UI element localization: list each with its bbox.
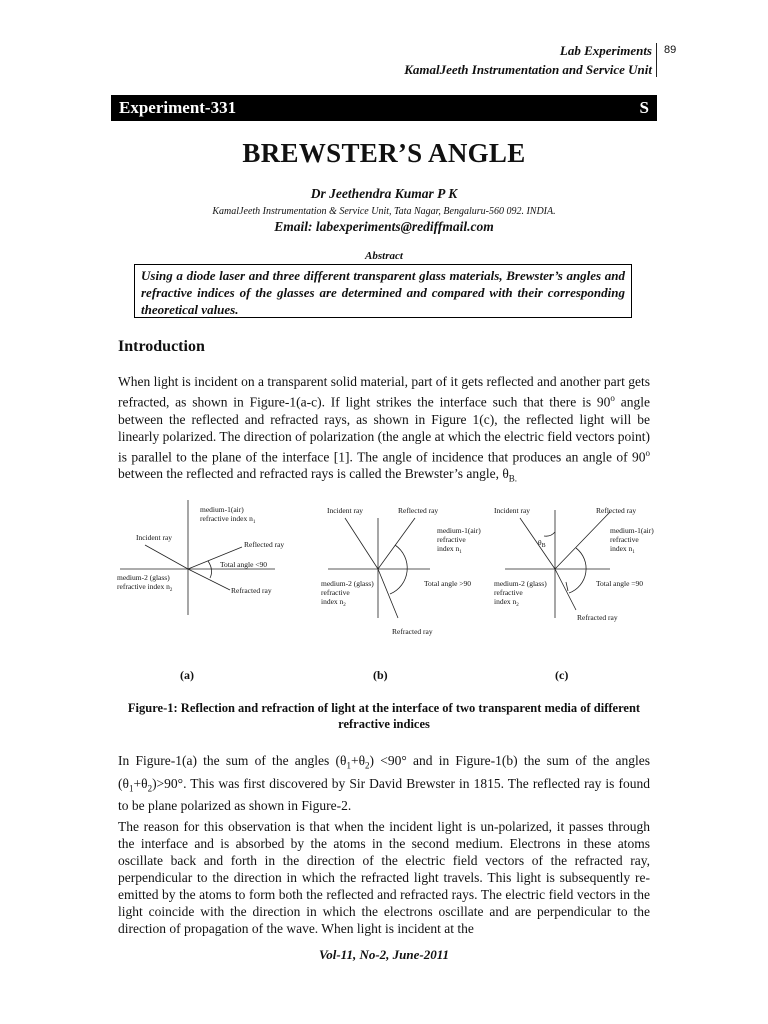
running-header — [404, 41, 652, 79]
paragraph-3: The reason for this observation is that when the incident light is un-polarized, it passes through the interface and is absorbed by the atoms in the second medium. Electrons in these atoms oscillate back and forth in the direction of the electric field vectors of the refracted ray, perpendicular to the direction in which the refracted light travels. This light is subsequently re-emitted by the atoms to form both the reflected and refracted rays. The electric field vectors in the light coincide with the direction in which the electrons oscillate and are perpendicular to the direction of propagation of the wave. When light is incident at the — [118, 819, 650, 936]
header-line-1: Lab Experiments — [559, 43, 652, 58]
fig-a-medium1-index: refractive index $n_1$ — [200, 514, 256, 525]
fig-a-refracted-label: Refracted ray — [231, 586, 272, 595]
fig-c-refracted-label: Refracted ray — [577, 613, 618, 622]
paragraph-1: When light is incident on a transparent solid material, part of it gets reflected and another part gets refracted, as shown in Figure-1(a-c). If light strikes the interface such that there is 90$^o$ angle between the reflected and refracted rays, as shown in Figure 1(c), the reflected light will be linearly polarized. The direction of polarization (the angle at which the electric field vectors point) is parallel to the plane of the interface [1]. The angle of incidence that produces an angle of 90$^o$ between the reflected and refracted rays is called the Brewster’s angle, $\theta_{B.}$ — [118, 374, 650, 484]
experiment-label: Experiment-331 — [119, 98, 237, 117]
fig-a-angle-arc — [208, 561, 212, 578]
section-heading-introduction: Introduction — [118, 338, 205, 355]
fig-b-reflected-label: Reflected ray — [398, 506, 439, 515]
fig-c-medium2-label: medium-2 (glass) — [494, 579, 547, 588]
fig-b-medium2-label-2: refractive — [321, 588, 350, 597]
fig-a-medium2-index: refractive index $n_2$ — [117, 582, 173, 593]
figure-label-b: (b) — [373, 668, 388, 682]
fig-b-medium2-index: index $n_2$ — [321, 597, 346, 608]
fig-b-incident-label: Incident ray — [327, 506, 364, 515]
header-divider — [656, 43, 657, 77]
header-line-2: KamalJeeth Instrumentation and Service Unit — [404, 62, 652, 77]
fig-b-incident-ray — [345, 518, 378, 569]
footer: Vol-11, No-2, June-2011 — [318, 947, 449, 962]
fig-b-medium1-index: index $n_1$ — [437, 544, 462, 555]
fig-c-medium1-index: index $n_1$ — [610, 544, 635, 555]
fig-b-refracted-ray — [378, 569, 398, 618]
fig-a-reflected-label: Reflected ray — [244, 540, 285, 549]
fig-b-refracted-label: Refracted ray — [392, 627, 433, 636]
fig-c-theta-arc — [544, 532, 555, 536]
fig-b-medium2-label: medium-2 (glass) — [321, 579, 374, 588]
experiment-code: S — [639, 98, 649, 117]
fig-a-incident-ray — [145, 545, 188, 569]
experiment-banner — [111, 95, 657, 121]
fig-c-total-angle-label: Total angle =90 — [596, 579, 644, 588]
fig-b-angle-arc — [390, 545, 407, 594]
fig-c-medium1-label: medium-1(air) — [610, 526, 654, 535]
page-title: BREWSTER’S ANGLE — [242, 138, 526, 168]
fig-c-refracted-ray — [555, 569, 576, 610]
fig-c-incident-label: Incident ray — [494, 506, 531, 515]
paragraph-2: In Figure-1(a) the sum of the angles $(\theta_1+\theta_2) <90^\circ$ and in Figure-1(b) the sum of the angles $(\theta_1+\theta_2)>90^\circ$. This was first discovered by Sir David Brewster in 1815. The reflected ray is found to be plane polarized as shown in Figure-2. — [118, 753, 650, 814]
fig-c-medium1-label-2: refractive — [610, 535, 639, 544]
fig-c-theta-b-label: $\theta_B$ — [538, 538, 546, 549]
fig-c-medium2-label-2: refractive — [494, 588, 523, 597]
fig-b-reflected-ray — [378, 518, 415, 569]
figure-label-c: (c) — [555, 668, 569, 682]
author: Dr Jeethendra Kumar P K — [310, 186, 458, 201]
fig-c-reflected-ray — [555, 512, 610, 569]
fig-a-refracted-ray — [188, 569, 230, 590]
figure-label-a: (a) — [180, 668, 194, 682]
fig-a-total-angle-label: Total angle <90 — [220, 560, 268, 569]
fig-b-medium1-label: medium-1(air) — [437, 526, 481, 535]
fig-c-right-angle-mark — [566, 582, 568, 591]
fig-b-medium1-label-2: refractive — [437, 535, 466, 544]
figure-1-diagram — [110, 500, 660, 650]
fig-a-medium2-label: medium-2 (glass) — [117, 573, 170, 582]
email: Email: labexperiments@rediffmail.com — [274, 219, 494, 234]
abstract-box: Using a diode laser and three different transparent glass materials, Brewster’s angles and refractive indices of the glasses are determined and compared with their corresponding theoretical values. — [134, 264, 632, 318]
fig-a-medium1-label: medium-1(air) — [200, 505, 244, 514]
fig-c-medium2-index: index $n_2$ — [494, 597, 519, 608]
abstract-heading: Abstract — [365, 250, 403, 262]
fig-a-incident-label: Incident ray — [136, 533, 173, 542]
fig-c-angle-arc — [569, 548, 586, 593]
fig-c-reflected-label: Reflected ray — [596, 506, 637, 515]
fig-b-total-angle-label: Total angle >90 — [424, 579, 472, 588]
affiliation: KamalJeeth Instrumentation & Service Unit, Tata Nagar, Bengaluru-560 092. INDIA. — [212, 206, 556, 217]
figure-caption: Figure-1: Reflection and refraction of light at the interface of two transparent media of different refractive indices — [127, 701, 641, 731]
page-number: 89 — [664, 44, 677, 56]
